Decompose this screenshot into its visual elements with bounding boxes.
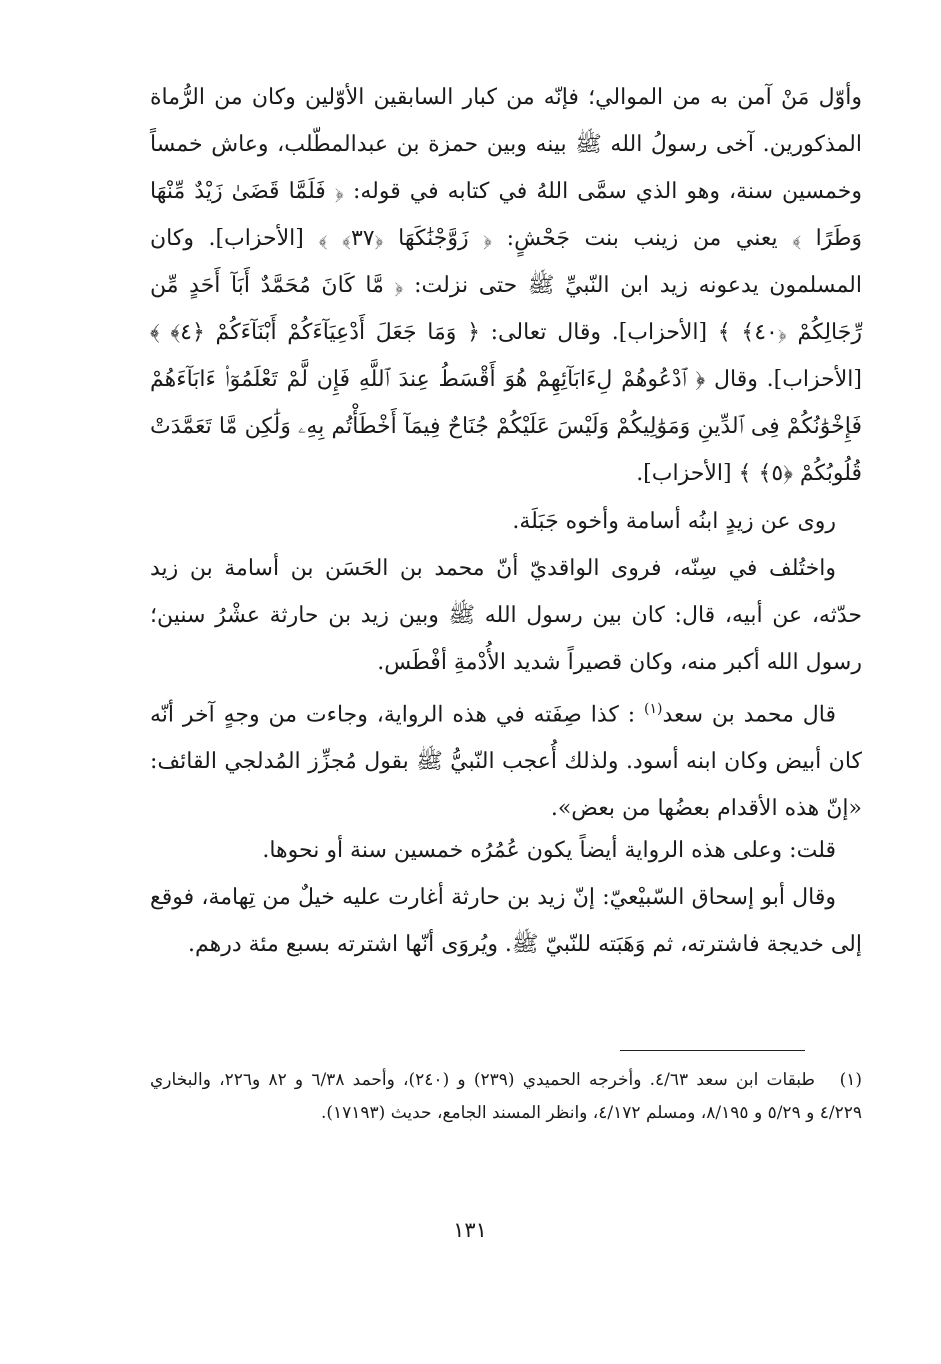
page-number: ١٣١ (453, 1218, 487, 1242)
paragraph-4-rest: : كذا صِفَته في هذه الرواية، وجاءت من وجهٍ آخر أنّه كان أبيض وكان ابنه أسود. ولذلك أُعجب النّبيُّ ﷺ بقول مُجزِّز المُدلجي القائف: «إنّ هذه الأقدام بعضُها من بعض». (150, 702, 862, 822)
paragraph-4-lead: قال محمد بن سعد (662, 702, 836, 728)
paragraph-1-text: وأوّل مَنْ آمن به من الموالي؛ فإنّه من كبار السابقين الأوّلين وكان من الرُّماة المذكورين. آخى رسولُ الله ﷺ بينه وبين حمزة بن عبدالمطّلب، وعاش خمساً وخمسين سنة، وهو الذي سمَّى اللهُ في كتابه في قوله: ﴿ فَلَمَّا قَضَىٰ زَيْدٌ مِّنْهَا وَطَرًا ﴾ يعني من زينب بنت جَحْشٍ: ﴿ زَوَّجْنَٰكَهَا ﴿٣٧﴾ ﴾ [الأحزاب]. وكان المسلمون يدعونه زيد ابن النّبيِّ ﷺ حتى نزلت: ﴿ مَّا كَانَ مُحَمَّدٌ أَبَآ أَحَدٍ مِّن رِّجَالِكُمْ ﴿٤٠﴾ ﴾ [الأحزاب]. وقال تعالى: ﴿ وَمَا جَعَلَ أَدْعِيَآءَكُمْ أَبْنَآءَكُمْ ﴿٤﴾ ﴾ [الأحزاب]. وقال ﴿ ٱدْعُوهُمْ لِءَابَآئِهِمْ هُوَ أَقْسَطُ عِندَ ٱللَّهِ فَإِن لَّمْ تَعْلَمُوٓا۟ ءَابَآءَهُمْ فَإِخْوَٰنُكُمْ فِى ٱلدِّينِ وَمَوَٰلِيكُمْ وَلَيْسَ عَلَيْكُمْ جُنَاحٌ فِيمَآ أَخْطَأْتُم بِهِۦ وَلَٰكِن مَّا تَعَمَّدَتْ قُلُوبُكُمْ ﴿٥﴾ ﴾ [الأحزاب]. (150, 85, 863, 486)
paragraph-6-text: وقال أبو إسحاق السّبيْعيّ: إنّ زيد بن حارثة أغارت عليه خيلٌ من تِهامة، فوقع إلى خديجة فاشترته، ثم وَهَبَته للنّبيّ ﷺ. ويُروَى أنّها اشترته بسبع مئة درهم. (150, 885, 862, 957)
paragraph-3-text: واختُلف في سِنّه، فروى الواقديّ أنّ محمد بن الحَسَن بن أسامة بن زيد حدّثه، عن أبيه، قال: كان بين رسول الله ﷺ وبين زيد بن حارثة عشْرُ سنين؛ رسول الله أكبر منه، وكان قصيراً شديد الأُدْمةِ أفْطَس. (150, 556, 862, 675)
footnote-text (150, 1064, 862, 1130)
main-paragraph-3 (150, 545, 862, 686)
paragraph-4-text (150, 686, 862, 832)
footnote-divider (620, 1050, 805, 1051)
paragraph-2-text: روى عن زيدٍ ابنُه أسامة وأخوه جَبَلَة. (512, 509, 836, 534)
main-paragraph-4 (150, 686, 862, 832)
footnote-block (150, 1064, 862, 1130)
footnote-body: طبقات ابن سعد ٤/٦٣. وأخرجه الحميدي (٢٣٩) و (٢٤٠)، وأحمد ٦/٣٨ و ٨٢ و٢٢٦، والبخاري ٤/٢٢٩ و ٥/٢٩ و ٨/١٩٥، ومسلم ٤/١٧٢، وانظر المسند الجامع، حديث (١٧١٩٣). (150, 1070, 862, 1123)
paragraph-5-text: قلت: وعلى هذه الرواية أيضاً يكون عُمُرُه خمسين سنة أو نحوها. (262, 838, 836, 863)
main-paragraph-5 (150, 827, 862, 874)
footnote-reference: (١) (644, 701, 663, 717)
footnote-marker: (١) (839, 1070, 862, 1090)
main-paragraph-6 (150, 874, 862, 968)
main-paragraph-2 (150, 498, 862, 545)
main-paragraph-1 (150, 74, 862, 497)
